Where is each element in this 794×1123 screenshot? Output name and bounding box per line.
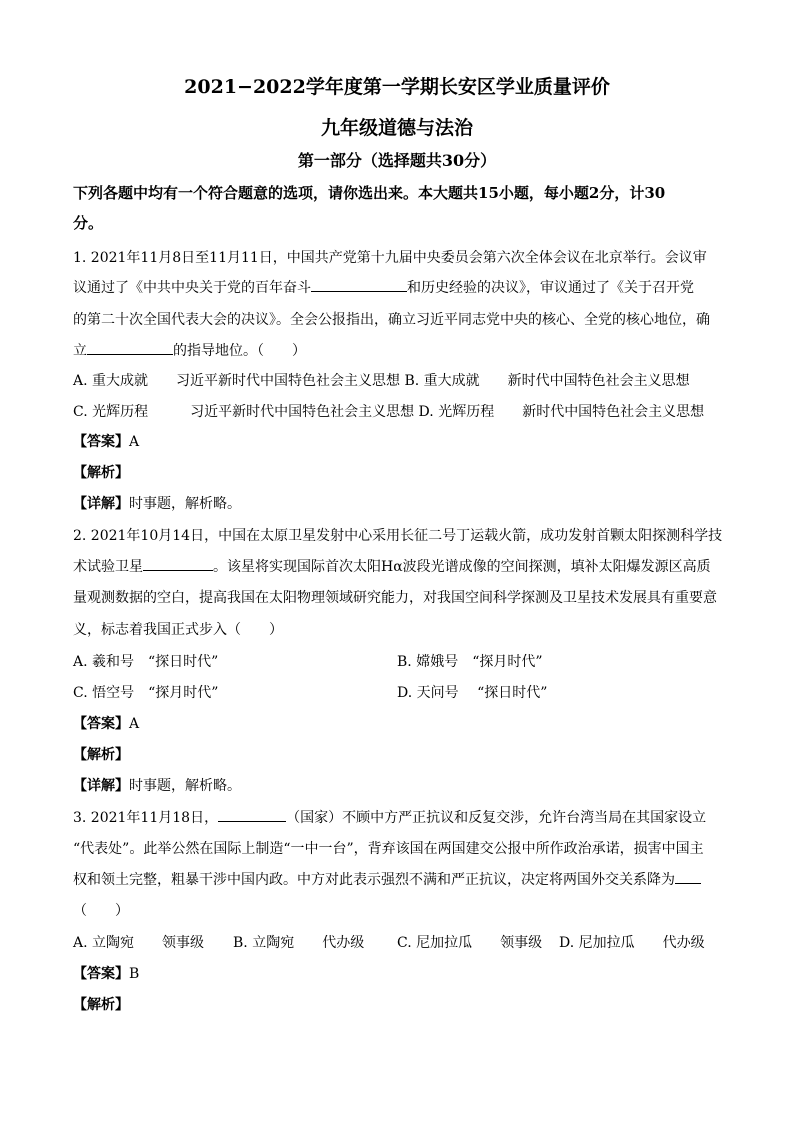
subject-title: 九年级道德与法治 <box>320 117 473 139</box>
q2-detail-text: 时事题，解析略。 <box>129 778 241 794</box>
q1-options-row-2: C. 光辉历程 习近平新时代中国特色社会主义思想 D. 光辉历程 新时代中国特色社会主义思想 <box>73 404 705 420</box>
q2-answer <box>73 713 139 733</box>
q3-line-1-start: 3. 2021年11月18日， <box>73 810 219 826</box>
q3-analysis-tag: 【解析】 <box>73 997 129 1013</box>
q2-line-2-end: 。该星将实现国际首次太阳Hα波段光谱成像的空间探测，填补太阳爆发源区高质 <box>213 559 711 575</box>
q2-answer-tag: 【答案】 <box>73 716 129 732</box>
q3-blank-2 <box>675 870 701 884</box>
instructions-line-2: 分。 <box>73 214 104 232</box>
q1-answer <box>73 431 139 451</box>
q2-line-3: 量观测数据的空白，提高我国在太阳物理领域研究能力，对我国空间科学探测及卫星技术发展具有重要意 <box>73 590 717 606</box>
q1-answer-tag: 【答案】 <box>73 434 129 450</box>
q2-line-4: 义，标志着我国正式步入（ ） <box>73 622 283 638</box>
q3-option-c: C. 尼加拉瓜 领事级 <box>397 935 543 951</box>
q1-line-2-start: 议通过了《中共中央关于党的百年奋斗 <box>73 280 311 296</box>
q1-line-4-start: 立 <box>73 343 87 359</box>
section-title: 第一部分（选择题共30分） <box>297 151 497 170</box>
q1-line-3: 的第二十次全国代表大会的决议》。全会公报指出，确立习近平同志党中央的核心、全党的核心地位，确 <box>73 312 710 328</box>
q3-line-1 <box>73 807 706 827</box>
q1-blank-2 <box>87 341 173 355</box>
q2-line-2 <box>73 556 711 576</box>
q1-detail <box>73 493 241 513</box>
q2-line-1: 2. 2021年10月14日，中国在太原卫星发射中心采用长征二号丁运载火箭，成功发射首颗太阳探测科学技 <box>73 528 723 544</box>
q1-line-1: 1. 2021年11月8日至11月11日，中国共产党第十九届中央委员会第六次全体会议在北京举行。会议审 <box>73 250 707 266</box>
q3-line-3-text: 权和领土完整，粗暴干涉中国内政。中方对此表示强烈不满和严正抗议，决定将两国外交关系降为 <box>73 872 675 888</box>
q1-line-2-end: 和历史经验的决议》，审议通过了《关于召开党 <box>407 280 694 296</box>
q2-option-c: C. 悟空号 “探月时代” <box>73 685 219 701</box>
q2-analysis-tag: 【解析】 <box>73 747 129 763</box>
q2-option-b: B. 嫦娥号 “探月时代” <box>397 654 543 670</box>
q3-line-2: “代表处”。此举公然在国际上制造“一中一台”，背弃该国在两国建交公报中所作政治承诺，损害中国主 <box>73 841 704 857</box>
q1-answer-value: A <box>129 434 140 450</box>
q3-answer <box>73 963 139 983</box>
q2-detail-tag: 【详解】 <box>73 778 129 794</box>
q3-option-b: B. 立陶宛 代办级 <box>233 935 365 951</box>
q3-answer-value: B <box>129 966 140 982</box>
q1-options-row-1: A. 重大成就 习近平新时代中国特色社会主义思想 B. 重大成就 新时代中国特色社会主义思想 <box>73 373 690 389</box>
q3-option-a: A. 立陶宛 领事级 <box>73 935 205 951</box>
q1-blank-1 <box>311 278 407 292</box>
q3-blank-1 <box>218 808 286 822</box>
q1-analysis-tag: 【解析】 <box>73 465 129 481</box>
q2-answer-value: A <box>129 716 140 732</box>
q2-blank <box>143 557 213 571</box>
q2-line-2-start: 术试验卫星 <box>73 559 143 575</box>
q3-line-1-end: （国家）不顾中方严正抗议和反复交涉，允许台湾当局在其国家设立 <box>286 810 707 826</box>
q2-detail <box>73 775 241 795</box>
q1-detail-tag: 【详解】 <box>73 496 129 512</box>
exam-title: 2021−2022学年度第一学期长安区学业质量评价 <box>184 76 610 98</box>
q3-line-3 <box>73 869 701 889</box>
q3-option-d: D. 尼加拉瓜 代办级 <box>559 935 705 951</box>
q3-answer-tag: 【答案】 <box>73 966 129 982</box>
q2-option-a: A. 羲和号 “探日时代” <box>73 654 219 670</box>
q3-line-4: （ ） <box>73 903 129 919</box>
q1-line-2 <box>73 277 694 297</box>
q1-detail-text: 时事题，解析略。 <box>129 496 241 512</box>
q2-option-d: D. 天问号 “探日时代” <box>397 685 548 701</box>
q1-line-4-end: 的指导地位。（ ） <box>173 343 306 359</box>
instructions-line-1: 下列各题中均有一个符合题意的选项，请你选出来。本大题共15小题，每小题2分，计30 <box>73 184 666 202</box>
q1-line-4 <box>73 340 306 360</box>
